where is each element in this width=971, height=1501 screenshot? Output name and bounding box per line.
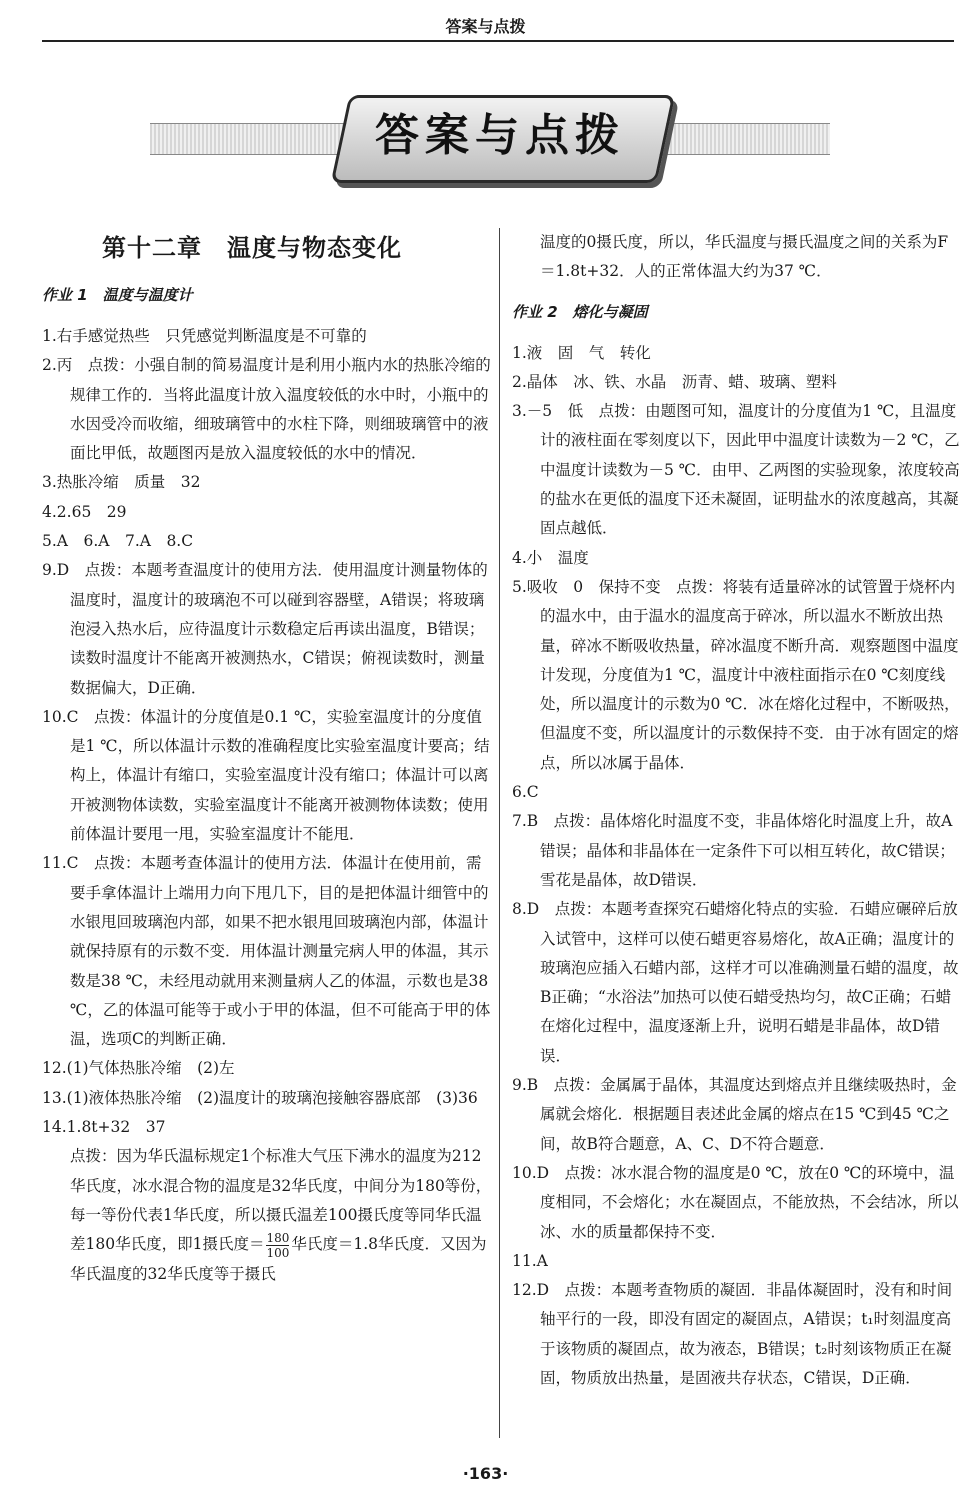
section-heading-1: 作业 1 温度与温度计 bbox=[42, 286, 193, 304]
hw2-answer-4: 4.小 温度 bbox=[512, 548, 589, 567]
answer-2: 2.丙 点拨：小强自制的简易温度计是利用小瓶内水的热胀冷缩的规律工作的．当将此温度计放入温度较低的水中时，小瓶中的水因受冷而收缩，细玻璃管中的水柱下降，则细玻璃管中的液面比甲低，故题图丙是放入温度较低的水中的情况． bbox=[42, 356, 491, 463]
hw2-answer-11: 11.A bbox=[512, 1251, 548, 1270]
hw2-answer-12: 12.D 点拨：本题考查物质的凝固．非晶体凝固时，没有和时间轴平行的一段，即没有固定的凝固点，A错误；t₁时刻温度高于该物质的凝固点，故为液态，B错误；t₂时刻该物质正在凝固，物质放出热量，是固液共存状态，C错误，D正确． bbox=[512, 1281, 953, 1387]
running-head: 答案与点拨 bbox=[445, 17, 526, 36]
banner-title: 答案与点拨 bbox=[375, 110, 625, 161]
answer-13: 13.(1)液体热胀冷缩 (2)温度计的玻璃泡接触容器底部 (3)36 bbox=[42, 1088, 478, 1107]
fraction-denominator: 100 bbox=[266, 1245, 290, 1260]
hw2-answer-7: 7.B 点拨：晶体熔化时温度不变，非晶体熔化时温度上升，故A错误；晶体和非晶体在一定条件下可以相互转化，故C错误；雪花是晶体，故D错误． bbox=[512, 812, 955, 889]
answer-14: 14.1.8t+32 37 bbox=[42, 1118, 166, 1137]
answer-9: 9.D 点拨：本题考查温度计的使用方法．使用温度计测量物体的温度时，温度计的玻璃泡不可以碰到容器壁，A错误；将玻璃泡浸入热水后，应待温度计示数稳定后再读出温度，B错误；读数时温度计不能离开被测热水，C错误；俯视读数时，测量数据偏大，D正确． bbox=[42, 561, 488, 697]
hw2-answer-10: 10.D 点拨：冰水混合物的温度是0 ℃，放在0 ℃的环境中，温度相同，不会熔化；水在凝固点，不能放热，不会结冰，所以冰、水的质量都保持不变． bbox=[512, 1163, 959, 1241]
answer-14-note bbox=[42, 1142, 492, 1289]
fraction-numerator: 180 bbox=[266, 1230, 290, 1245]
header-rule bbox=[42, 40, 954, 42]
answer-4: 4.2.65 29 bbox=[42, 502, 127, 521]
hw2-answer-9: 9.B 点拨：金属属于晶体，其温度达到熔点并且继续吸热时，金属就会熔化．根据题目表述此金属的熔点在15 ℃到45 ℃之间，故B符合题意，A、C、D不符合题意． bbox=[512, 1076, 957, 1153]
answer-10: 10.C 点拨：体温计的分度值是0.1 ℃，实验室温度计的分度值是1 ℃，所以体温计示数的准确程度比实验室温度计要高；结构上，体温计有缩口，实验室温度计没有缩口；体温计可以离开被测物体读数，实验室温度计不能离开被测物体读数；使用前体温计要甩一甩，实验室温度计不能甩． bbox=[42, 707, 490, 844]
title-banner bbox=[150, 95, 830, 185]
answer-5-8: 5.A 6.A 7.A 8.C bbox=[42, 532, 194, 551]
hw2-answer-3: 3.－5 低 点拨：由题图可知，温度计的分度值为1 ℃，且温度计的液柱面在零刻度以下，因此甲中温度计读数为－2 ℃，乙中温度计读数为－5 ℃．由甲、乙两图的实验现象，浓度较高的盐水在更低的温度下还未凝固，证明盐水的浓度越高，其凝固点越低． bbox=[512, 402, 960, 538]
note-14-part-a: 点拨：因为华氏温标规定1个标准大气压下沸水的温度为212华氏度，冰水混合物的温度是32华氏度，中间分为180等份，每一等份代表1华氏度，所以摄氏温差100摄氏度等同华氏温差180华氏度，即1摄氏度＝ bbox=[70, 1147, 492, 1254]
right-column bbox=[512, 228, 962, 1393]
answer-12: 12.(1)气体热胀冷缩 (2)左 bbox=[42, 1059, 235, 1078]
answer-1: 1.右手感觉热些 只凭感觉判断温度是不可靠的 bbox=[42, 327, 367, 345]
answer-3: 3.热胀冷缩 质量 32 bbox=[42, 473, 201, 492]
left-column bbox=[42, 226, 492, 1289]
answer-14-note-continued: 温度的0摄氏度，所以，华氏温度与摄氏温度之间的关系为F＝1.8t+32．人的正常体温大约为37 ℃． bbox=[540, 233, 949, 281]
hw2-answer-8: 8.D 点拨：本题考查探究石蜡熔化特点的实验．石蜡应碾碎后放入试管中，这样可以使石蜡更容易熔化，故A正确；温度计的玻璃泡应插入石蜡内部，这样才可以准确测量石蜡的温度，故B正确；“水浴法”加热可以使石蜡受热均匀，故C正确；石蜡在熔化过程中，温度逐渐上升，说明石蜡是非晶体，故D错误． bbox=[512, 900, 959, 1065]
hw2-answer-1: 1.液 固 气 转化 bbox=[512, 343, 651, 362]
hw2-answer-6: 6.C bbox=[512, 783, 539, 802]
section-heading-2: 作业 2 熔化与凝固 bbox=[512, 302, 648, 321]
fraction bbox=[266, 1231, 289, 1260]
note-14-part-b: 华氏度＝1.8华氏度．又因为华氏温度的32华氏度等于摄氏 bbox=[70, 1235, 487, 1283]
chapter-title: 第十二章 温度与物态变化 bbox=[102, 234, 402, 262]
hw2-answer-2: 2.晶体 冰、铁、水晶 沥青、蜡、玻璃、塑料 bbox=[512, 372, 837, 391]
answer-11: 11.C 点拨：本题考查体温计的使用方法．体温计在使用前，需要手拿体温计上端用力向下甩几下，目的是把体温计细管中的水银甩回玻璃泡内部，如果不把水银甩回玻璃泡内部，体温计就保持原有的示数不变．用体温计测量完病人甲的体温，其示数是38 ℃，未经甩动就用来测量病人乙的体温，示数也是38 ℃，乙的体温可能等于或小于甲的体温，但不可能高于甲的体温，选项C的判断正确． bbox=[42, 854, 491, 1049]
column-divider bbox=[499, 228, 500, 1438]
hw2-answer-5: 5.吸收 0 保持不变 点拨：将装有适量碎冰的试管置于烧杯内的温水中，由于温水的温度高于碎冰，所以温水不断放出热量，碎冰不断吸收热量，碎冰温度不断升高．观察题图中温度计发现，分度值为1 ℃，温度计中液柱面指示在0 ℃刻度线处，所以温度计的示数为0 ℃．冰在熔化过程中，不断吸热，但温度不变，所以温度计的示数保持不变．由于冰有固定的熔点，所以冰属于晶体． bbox=[512, 577, 960, 772]
page-number: ·163· bbox=[462, 1464, 509, 1483]
